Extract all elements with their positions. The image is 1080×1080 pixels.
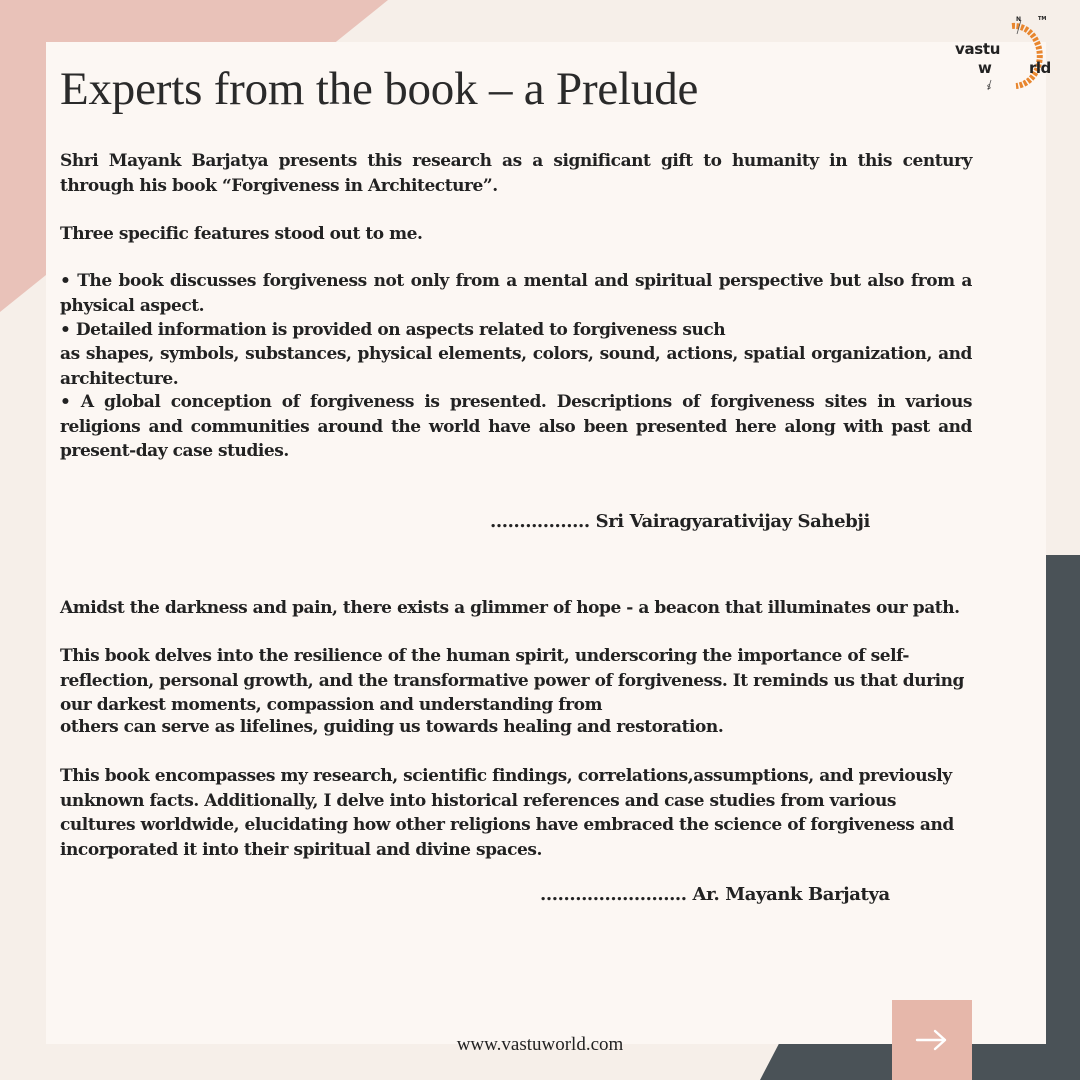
- compass-north-label: N: [1016, 16, 1022, 23]
- hope-paragraph-line2: This book delves into the resilience of the human spirit, underscoring the importance of self-reflection, personal growth, and the transformative power of forgiveness. It reminds us that during our darkest moments, compassion and understanding from: [60, 646, 964, 715]
- hope-paragraph-line1: Amidst the darkness and pain, there exists a glimmer of hope - a beacon that illuminates our path.: [60, 598, 960, 618]
- compass-south-label: S: [987, 84, 991, 91]
- bullet-item-1: • The book discusses forgiveness not only from a mental and spiritual perspective but also from a physical aspect.: [60, 271, 972, 316]
- brand-logo[interactable]: [950, 14, 1060, 96]
- research-paragraph: This book encompasses my research, scientific findings, correlations,assumptions, and previously unknown facts. Additionally, I delve into historical references and case studies from various cultures worldwide, elucidating how other religions have embraced the science of forgiveness and incorporated it into their spiritual and divine spaces.: [60, 766, 954, 860]
- bullet-item-2-line1: • Detailed information is provided on aspects related to forgiveness such: [60, 320, 726, 340]
- bullet-item-3: • A global conception of forgiveness is presented. Descriptions of forgiveness sites in various religions and communities around the world have also been presented here along with past and present-day case studies.: [60, 392, 972, 461]
- logo-text-vastu: vastu: [955, 40, 1001, 58]
- next-page-button[interactable]: [892, 1000, 972, 1080]
- arrow-right-icon: [915, 1028, 949, 1052]
- trademark-label: TM: [1038, 16, 1047, 22]
- logo-text-rld: rld: [1029, 59, 1051, 77]
- signature-barjatya: ......................... Ar. Mayank Barjatya: [540, 884, 890, 905]
- features-heading: Three specific features stood out to me.: [60, 224, 423, 244]
- page-title: Experts from the book – a Prelude: [60, 63, 699, 115]
- hope-paragraph-line3: others can serve as lifelines, guiding us towards healing and restoration.: [60, 717, 724, 737]
- intro-paragraph: Shri Mayank Barjatya presents this research as a significant gift to humanity in this century through his book “Forgiveness in Architecture”.: [60, 151, 972, 196]
- bullet-item-2-line2: as shapes, symbols, substances, physical elements, colors, sound, actions, spatial organization, and architecture.: [60, 344, 972, 389]
- website-link[interactable]: www.vastuworld.com: [456, 1034, 624, 1055]
- signature-sahebji: ................. Sri Vairagyarativijay Sahebji: [490, 511, 870, 532]
- logo-text-w: w: [978, 59, 992, 77]
